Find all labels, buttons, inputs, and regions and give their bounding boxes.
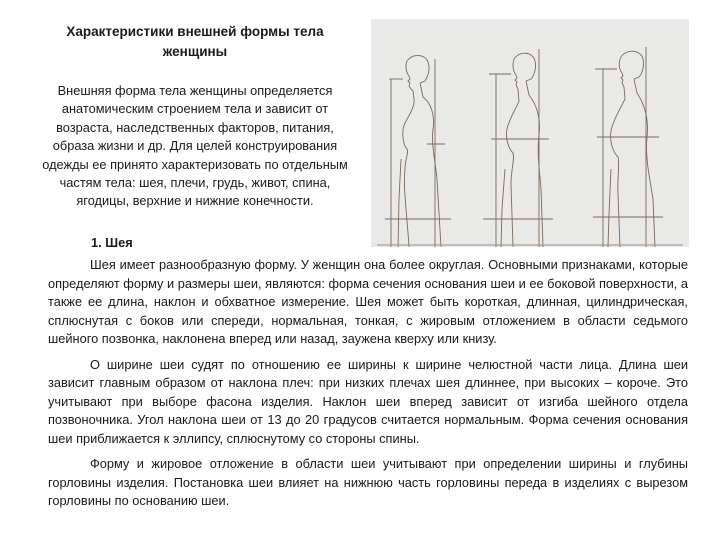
female-profile-figures-illustration (371, 19, 689, 247)
body-text (48, 256, 688, 518)
paragraph: Шея имеет разнообразную форму. У женщин она более округлая. Основными признаками, которые определяют форму и размеры шеи, являются: форма сечения основания шеи и ее боковой поверхности, а также ее длина, наклон и обхватное измерение. Шея может быть короткая, длинная, цилиндрическая, сплюснутая с боков или спереди, нормальная, тонкая, с жировым отложением в области седьмого шейного позвонка, наклонена вперед или назад, заужена кверху или книзу. (48, 257, 688, 346)
paragraph: Форму и жировое отложение в области шеи учитывают при определении ширины и глубины горловины изделия. Постановка шеи влияет на нижнюю часть горловины переда в изделиях с вырезом горловины по основанию шеи. (48, 456, 688, 508)
section-heading: 1. Шея (91, 235, 133, 250)
intro-text: Внешняя форма тела женщины определяется анатомическим строением тела и зависит от возраста, наследственных факторов, питания, образа жизни и др. Для целей конструирования одежды ее принято характеризовать по отдельным частям тела: шея, плечи, грудь, живот, спина, ягодицы, верхние и нижние конечности. (42, 83, 348, 209)
paragraph: О ширине шеи судят по отношению ее ширины к ширине челюстной части лица. Длина шеи зависит главным образом от наклона плеч: при низких плечах шея длиннее, при высоких – короче. Это учитывают при выборе фасона изделия. Наклон шеи вперед зависит от изгиба шейного отдела позвоночника. Угол наклона шеи от 13 до 20 градусов считается нормальным. Форма сечения основания шеи приближается к эллипсу, сплюснутому со стороны спины. (48, 356, 688, 446)
page-title: Характеристики внешней формы тела женщины (66, 24, 324, 59)
